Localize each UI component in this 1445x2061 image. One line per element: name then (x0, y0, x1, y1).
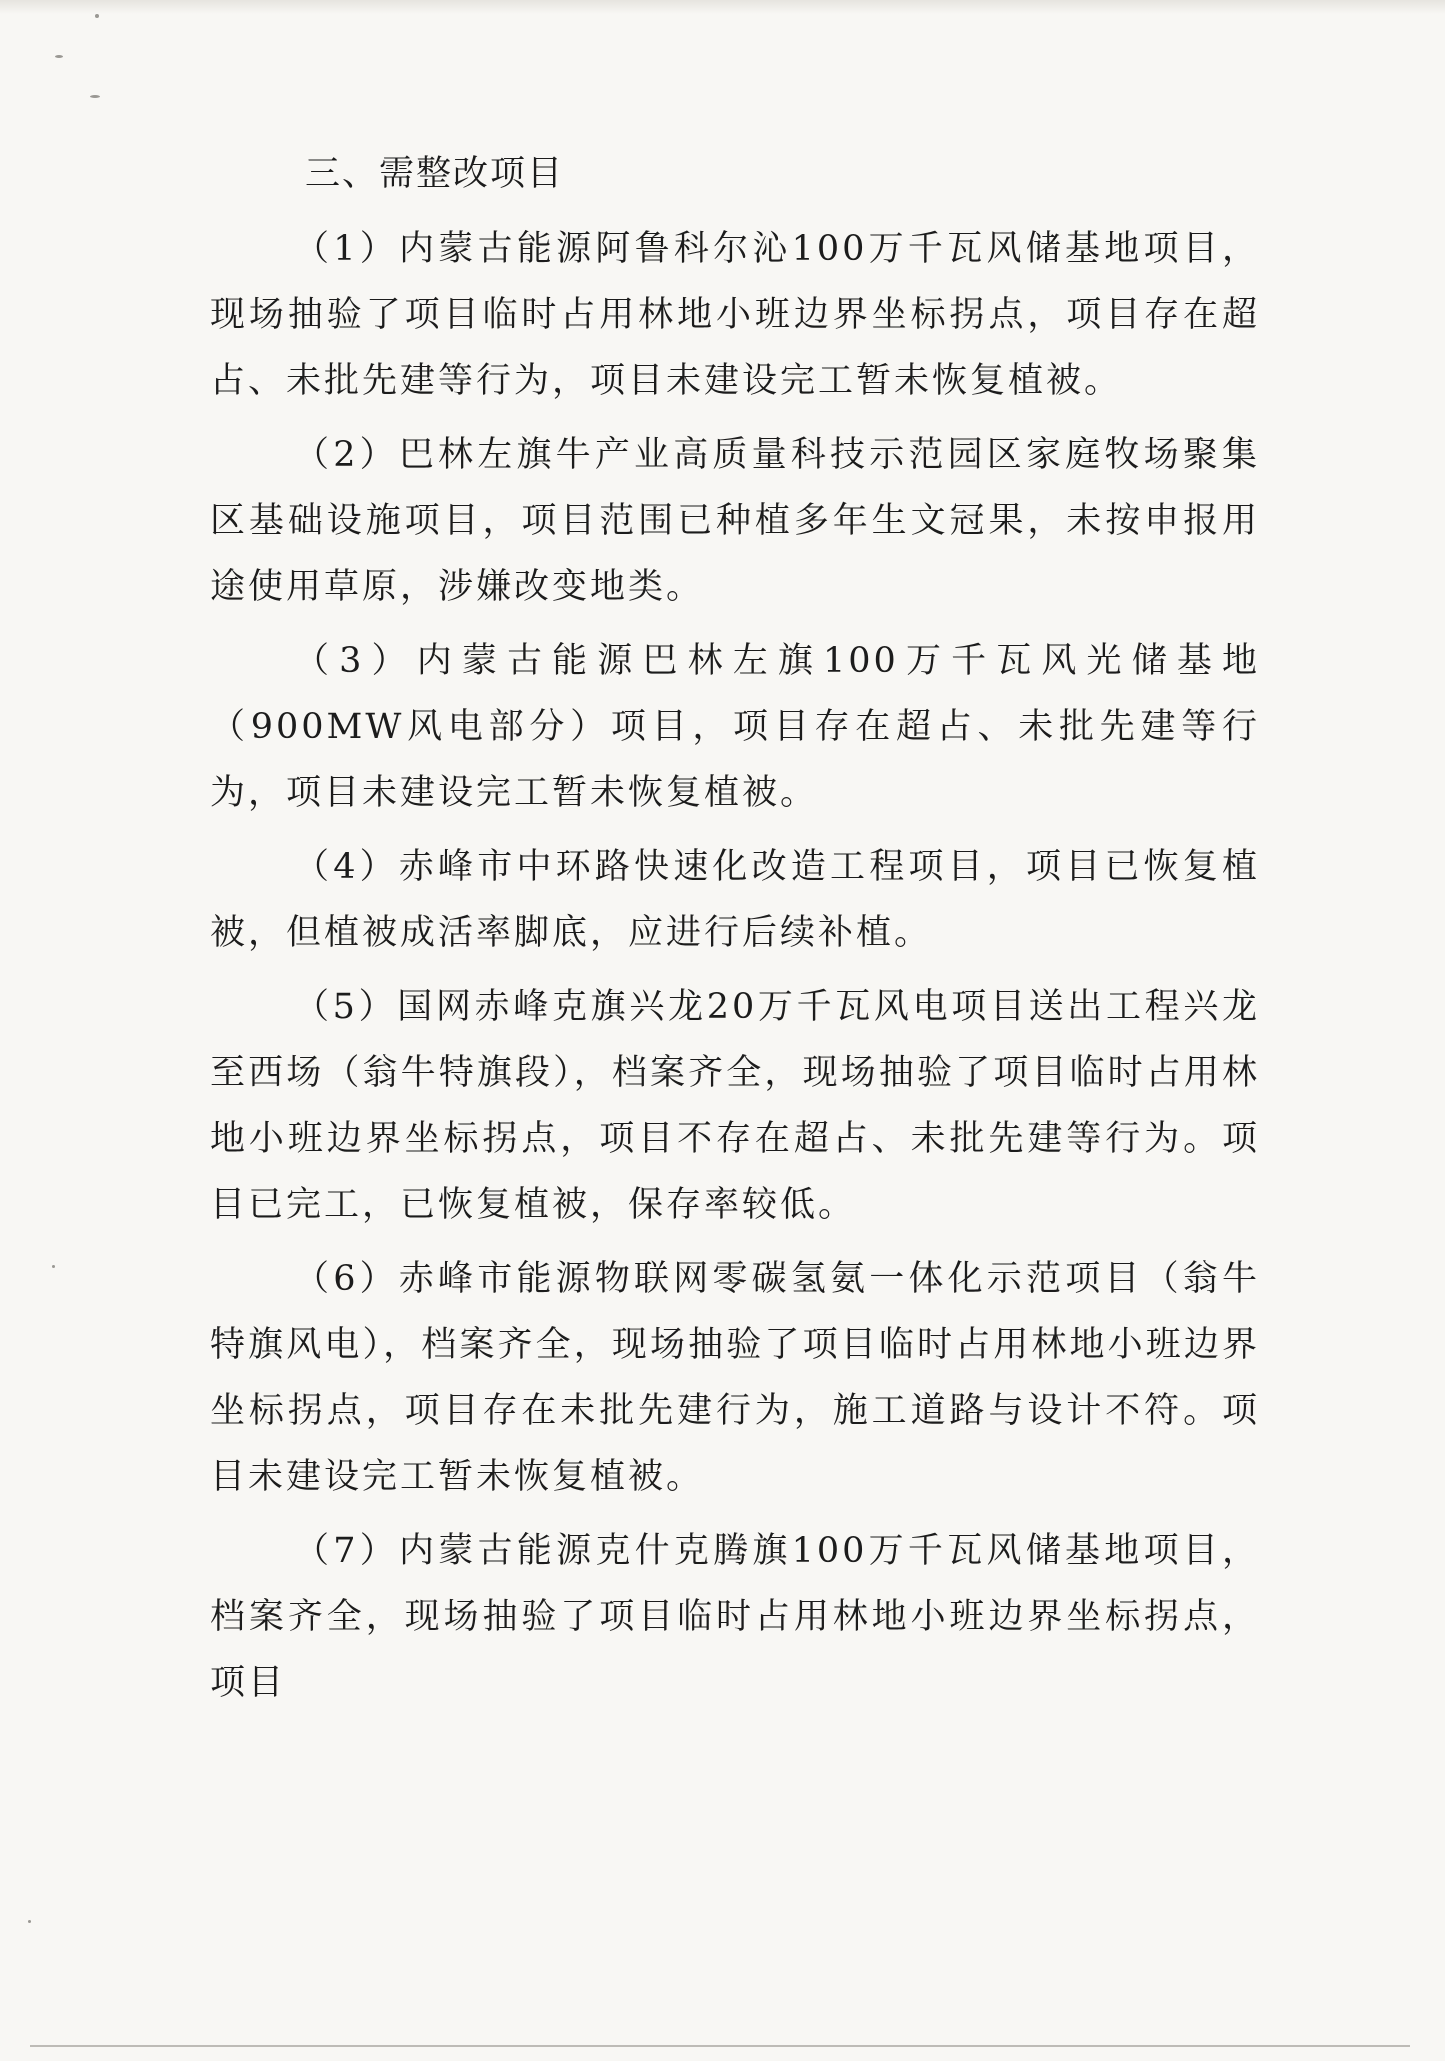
scan-bottom-edge (30, 2045, 1410, 2047)
section-heading: 三、需整改项目 (305, 154, 565, 194)
scan-speck (55, 55, 63, 58)
rectification-item-4: （4）赤峰市中环路快速化改造工程项目，项目已恢复植被，但植被成活率脚底，应进行后续补植。 (210, 847, 1260, 953)
rectification-item-6: （6）赤峰市能源物联网零碳氢氨一体化示范项目（翁牛特旗风电），档案齐全，现场抽验了项目临时占用林地小班边界坐标拐点，项目存在未批先建行为，施工道路与设计不符。项目未建设完工暂未恢复植被。 (210, 1259, 1260, 1497)
rectification-item-1: （1）内蒙古能源阿鲁科尔沁100万千瓦风储基地项目，现场抽验了项目临时占用林地小班边界坐标拐点，项目存在超占、未批先建等行为，项目未建设完工暂未恢复植被。 (210, 229, 1260, 401)
rectification-item-5: （5）国网赤峰克旗兴龙20万千瓦风电项目送出工程兴龙至西场（翁牛特旗段），档案齐全，现场抽验了项目临时占用林地小班边界坐标拐点，项目不存在超占、未批先建等行为。项目已完工，已恢复植被，保存率较低。 (210, 987, 1260, 1225)
scan-speck (90, 95, 100, 98)
rectification-item-3: （3）内蒙古能源巴林左旗100万千瓦风光储基地（900MW风电部分）项目，项目存在超占、未批先建等行为，项目未建设完工暂未恢复植被。 (210, 641, 1260, 813)
scan-speck (95, 14, 99, 18)
scan-top-edge (0, 0, 1445, 14)
scan-speck (28, 1920, 31, 1923)
rectification-item-2: （2）巴林左旗牛产业高质量科技示范园区家庭牧场聚集区基础设施项目，项目范围已种植多年生文冠果，未按申报用途使用草原，涉嫌改变地类。 (210, 435, 1260, 607)
rectification-item-7: （7）内蒙古能源克什克腾旗100万千瓦风储基地项目，档案齐全，现场抽验了项目临时占用林地小班边界坐标拐点，项目 (210, 1531, 1260, 1703)
scan-speck (52, 1265, 55, 1268)
document-body (210, 140, 1260, 1724)
